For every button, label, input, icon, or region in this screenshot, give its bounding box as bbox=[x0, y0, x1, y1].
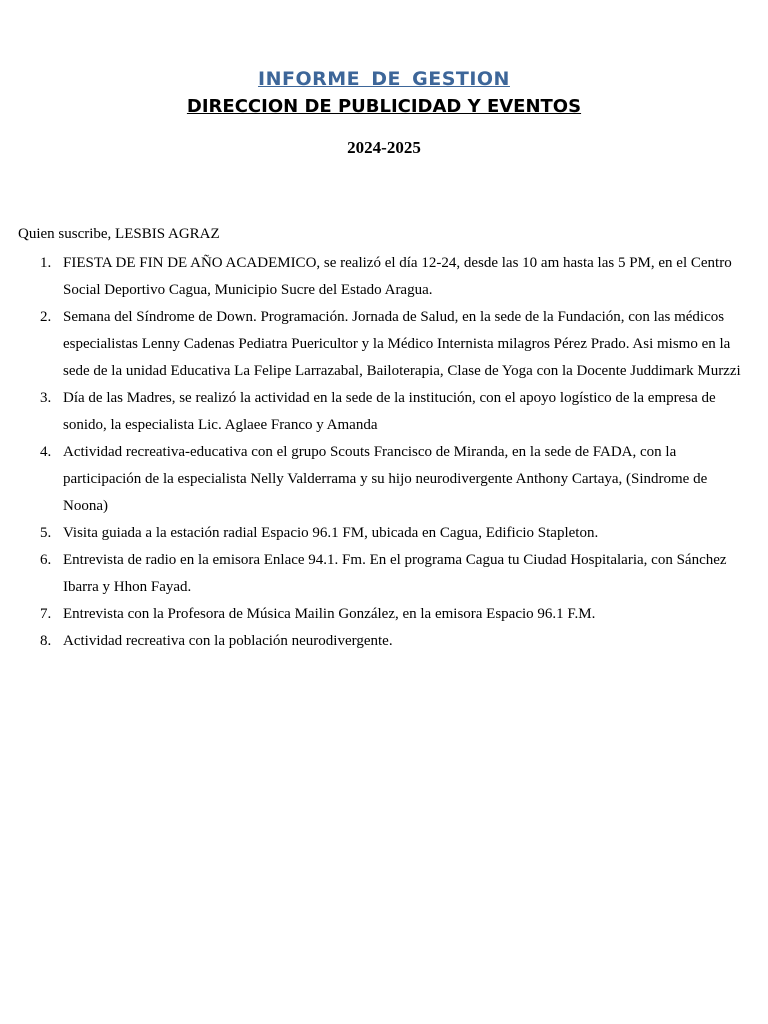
list-item bbox=[0, 628, 760, 655]
list-item-number: 6. bbox=[40, 552, 52, 568]
period-year: 2024-2025 bbox=[347, 138, 421, 157]
list-item-number: 8. bbox=[40, 633, 52, 649]
list-item-text: Semana del Síndrome de Down. Programación. Jornada de Salud, en la sede de la Fundación, con las médicos especialistas Lenny Cadenas Pediatra Puericultor y la Médico Internista milagros Pérez Prado. Asi mismo en la sede de la unidad Educativa La Felipe Larrazabal, Bailoterapia, Clase de Yoga con la Docente Juddimark Murzzi bbox=[63, 309, 741, 379]
intro-line: Quien suscribe, LESBIS AGRAZ bbox=[18, 226, 220, 242]
list-item-number: 7. bbox=[40, 606, 52, 622]
list-item bbox=[0, 439, 760, 520]
list-item-text: Entrevista con la Profesora de Música Mailin González, en la emisora Espacio 96.1 F.M. bbox=[63, 606, 596, 622]
list-item bbox=[0, 304, 760, 385]
list-item-text: Visita guiada a la estación radial Espacio 96.1 FM, ubicada en Cagua, Edificio Stapleton. bbox=[63, 525, 599, 541]
list-item-text: Actividad recreativa con la población neurodivergente. bbox=[63, 633, 393, 649]
list-item-text: Actividad recreativa-educativa con el grupo Scouts Francisco de Miranda, en la sede de FADA, con la participación de la especialista Nelly Valderrama y su hijo neurodivergente Anthony Cartaya, (Sindrome de Noona) bbox=[63, 444, 708, 514]
list-item bbox=[0, 250, 760, 304]
list-item-text: Día de las Madres, se realizó la actividad en la sede de la institución, con el apoyo logístico de la empresa de sonido, la especialista Lic. Aglaee Franco y Amanda bbox=[63, 390, 716, 433]
list-item-number: 3. bbox=[40, 390, 52, 406]
list-item bbox=[0, 547, 760, 601]
list-item-number: 5. bbox=[40, 525, 52, 541]
list-item-number: 4. bbox=[40, 444, 52, 460]
list-item-number: 1. bbox=[40, 255, 52, 271]
list-item bbox=[0, 520, 760, 547]
activity-list bbox=[0, 250, 760, 655]
list-item-text: FIESTA DE FIN DE AÑO ACADEMICO, se realizó el día 12-24, desde las 10 am hasta las 5 PM, en el Centro Social Deportivo Cagua, Municipio Sucre del Estado Aragua. bbox=[63, 255, 732, 298]
report-title: INFORME DE GESTION bbox=[258, 68, 510, 90]
list-item bbox=[0, 385, 760, 439]
list-item-number: 2. bbox=[40, 309, 52, 325]
list-item bbox=[0, 601, 760, 628]
list-item-text: Entrevista de radio en la emisora Enlace 94.1. Fm. En el programa Cagua tu Ciudad Hospitalaria, con Sánchez Ibarra y Hhon Fayad. bbox=[63, 552, 727, 595]
department-subtitle: DIRECCION DE PUBLICIDAD Y EVENTOS bbox=[186, 96, 582, 117]
